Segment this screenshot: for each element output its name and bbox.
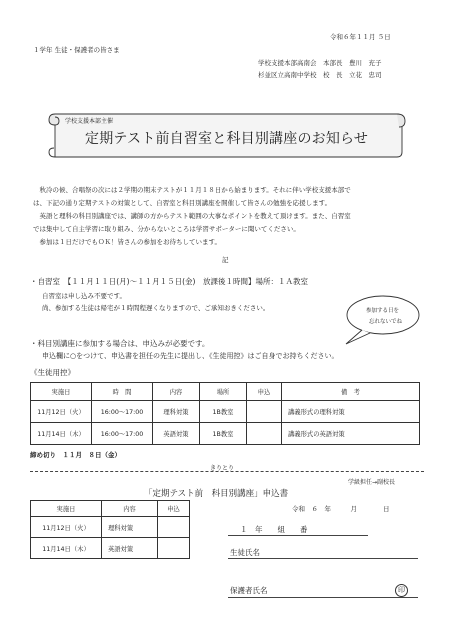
cell-apply[interactable] (247, 401, 282, 423)
student-name-label: 生徒氏名 (230, 548, 260, 557)
cell-content: 理科対策 (153, 401, 200, 423)
cell-remarks: 講義形式の英語対策 (282, 423, 420, 445)
table-header-row (31, 383, 420, 401)
cell-apply[interactable] (158, 517, 190, 538)
intro-line-5: 参加は１日だけでもＯＫ！皆さんの参加をお待ちしています。 (33, 238, 221, 246)
cell-date: 11月12日（火） (31, 401, 92, 423)
class-number-field[interactable]: １ 年 組 番 (240, 525, 308, 534)
study-room-line-1: ・自習室 【１１月１１日(月)～１１月１５日(金) 放課後１時間】場所：１Ａ教室 (30, 277, 308, 286)
guardian-name-label: 保護者氏名 (230, 586, 268, 595)
col-apply: 申込 (247, 383, 282, 401)
study-room-line-3: 尚、参加する生徒は帰宅が１時間程遅くなりますので、ご承知おきください。 (42, 304, 270, 312)
cell-place: 1B教室 (200, 423, 247, 445)
cell-date: 11月14日（木） (31, 538, 102, 559)
student-copy-heading: 《生徒用控》 (30, 368, 75, 377)
application-table (30, 500, 190, 559)
seal-label: 印 (398, 586, 405, 594)
table-row (31, 517, 190, 538)
course-line-2: 申込欄に○をつけて、申込書を担任の先生に提出し、《生徒用控》はご自身でお持ちください。 (42, 352, 339, 360)
student-copy-table (30, 382, 420, 445)
banner-title: 定期テスト前自習室と科目別講座のお知らせ (85, 131, 369, 147)
cell-date: 11月12日（火） (31, 517, 102, 538)
cell-time: 16:00～17:00 (92, 401, 153, 423)
document-date: 令和６年１１月 ５日 (330, 33, 391, 41)
cut-label: きりとり (210, 465, 235, 472)
ki-mark: 記 (222, 256, 229, 264)
table-row (31, 401, 420, 423)
intro-line-1: 秋冷の候、合唱祭の次には２学期の期末テストが１１月１８日から始まります。それに伴い学校支援本部で (33, 186, 351, 194)
course-line-1: ・科目別講座に参加する場合は、申込みが必要です。 (30, 339, 210, 348)
reminder-bubble (340, 292, 422, 346)
cell-apply[interactable] (158, 538, 190, 559)
table-row (31, 423, 420, 445)
submission-route: 学級担任→副校長 (348, 479, 396, 486)
col-content: 内容 (153, 383, 200, 401)
col-place: 場所 (200, 383, 247, 401)
seal-mark (395, 584, 408, 597)
col-time: 時 間 (92, 383, 153, 401)
form-date: 令和 ６ 年 月 日 (292, 505, 390, 513)
col-apply: 申込 (158, 501, 190, 517)
banner-subtitle: 学校支援本部主催 (65, 118, 114, 125)
cell-time: 16:00～17:00 (92, 423, 153, 445)
cell-content: 英語対策 (153, 423, 200, 445)
recipient: １学年 生徒・保護者の皆さま (33, 46, 120, 54)
table-header-row (31, 501, 190, 517)
cell-content: 英語対策 (102, 538, 158, 559)
bubble-line-1: 参加する日を (366, 308, 400, 314)
guardian-name-field[interactable] (228, 597, 418, 598)
cut-line (30, 471, 424, 472)
sender-line-1: 学校支援本部高南会 本部長 豊川 充子 (258, 59, 382, 67)
col-date: 実施日 (31, 501, 102, 517)
form-title: 「定期テスト前 科目別講座」申込書 (144, 489, 289, 499)
deadline: 締め切り １１月 ８日（金） (30, 451, 121, 459)
cell-date: 11月14日（木） (31, 423, 92, 445)
intro-line-4: では集中して自主学習に取り組み、分からないところは学習サポーターに聞いてください。 (33, 225, 300, 233)
col-remarks: 備 考 (282, 383, 420, 401)
cell-place: 1B教室 (200, 401, 247, 423)
sender-line-2: 杉並区立高南中学校 校 長 立花 忠司 (258, 71, 382, 79)
table-row (31, 538, 190, 559)
title-banner (45, 106, 407, 162)
cell-remarks: 講義形式の理科対策 (282, 401, 420, 423)
col-content: 内容 (102, 501, 158, 517)
intro-line-2: は、下記の通り定期テストの対策として、自習室と科目別講座を開催して皆さんの勉強を応援します。 (33, 199, 332, 207)
class-number-underline (228, 535, 368, 536)
student-name-field[interactable] (228, 558, 418, 559)
col-date: 実施日 (31, 383, 92, 401)
intro-line-3: 英語と理科の科目別講座では、講師の方からテスト範囲の大事なポイントを教えて頂けます。また、自習室 (33, 212, 351, 220)
study-room-line-2: 自習室は申し込み不要です。 (42, 292, 126, 300)
cell-content: 理科対策 (102, 517, 158, 538)
cell-apply[interactable] (247, 423, 282, 445)
bubble-line-2: 忘れないでね (369, 319, 403, 325)
